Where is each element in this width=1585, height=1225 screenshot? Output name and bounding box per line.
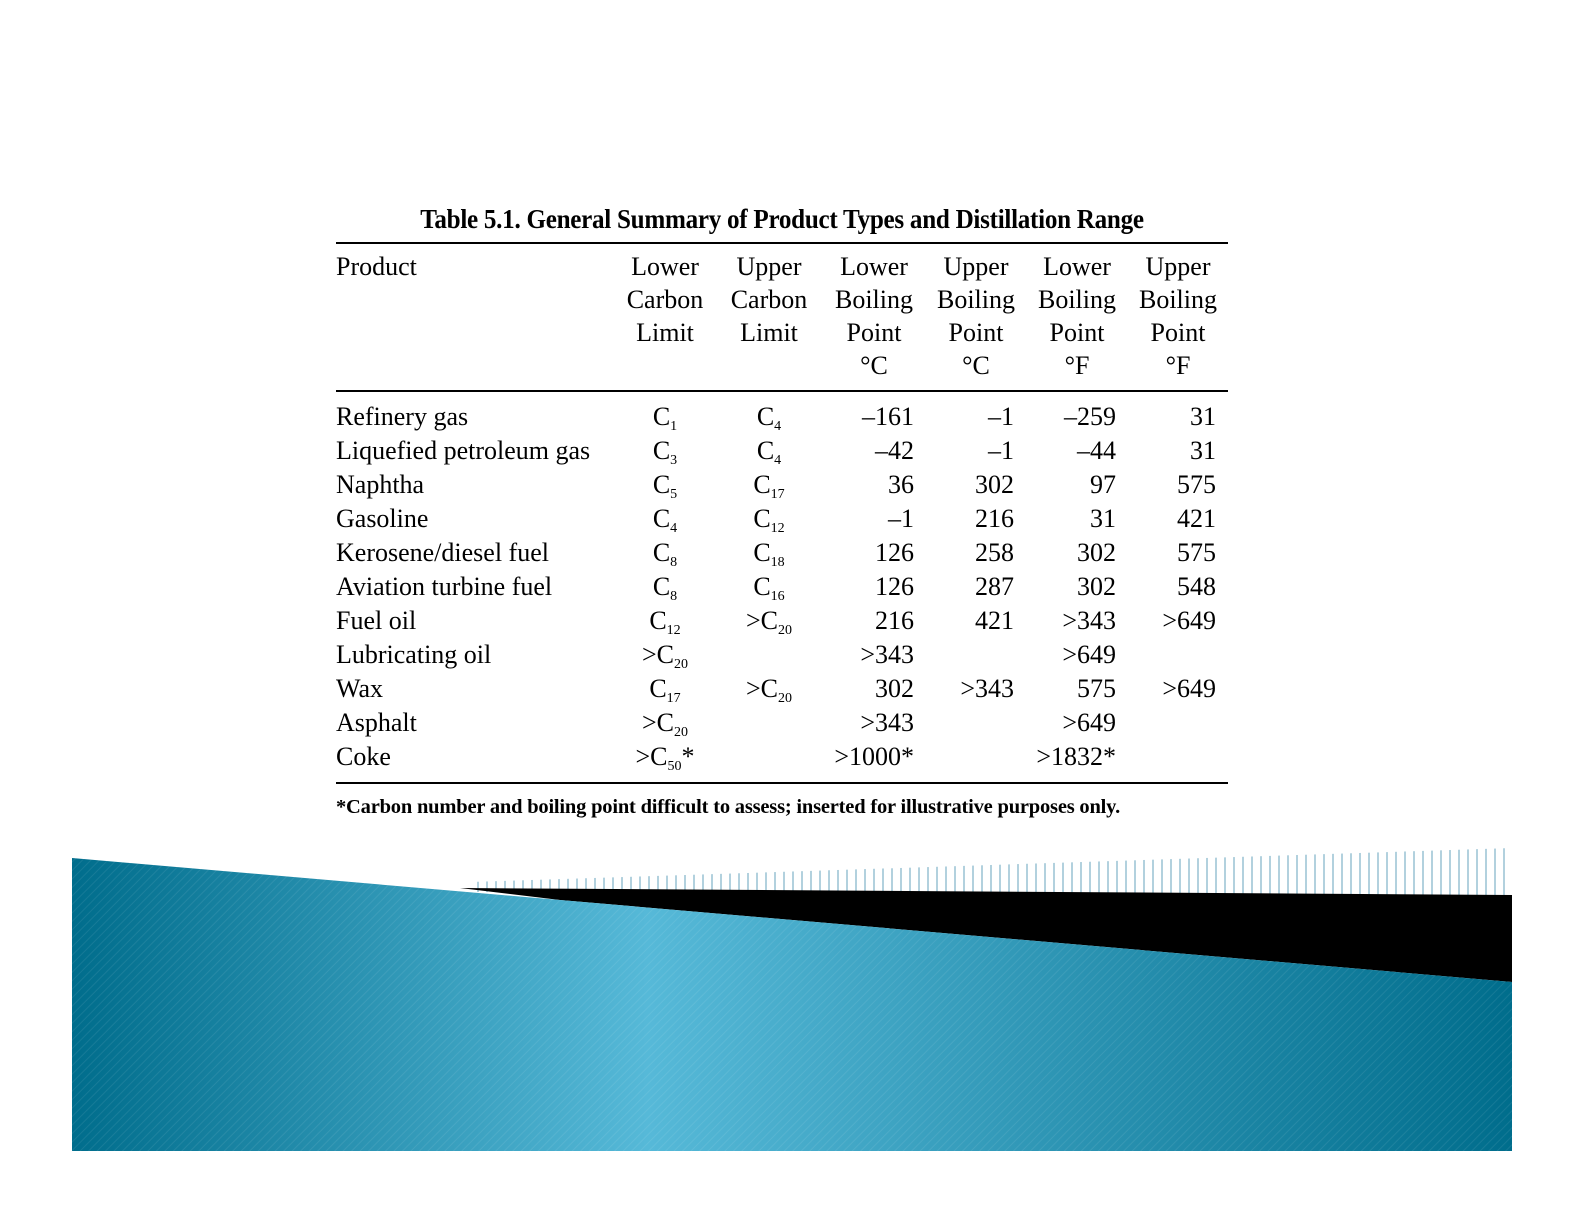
cell-lower-bp-c: 216 [875, 606, 914, 635]
cell-upper-bp-f [1128, 706, 1228, 740]
carbon-subscript: 4 [774, 453, 782, 468]
cell-lower-carbon [614, 638, 716, 672]
header-product [336, 244, 614, 390]
cell-lower-bp-c: –1 [888, 504, 914, 533]
distillation-table [336, 244, 1228, 390]
table-row [336, 570, 1228, 604]
cell-product: Gasoline [336, 504, 429, 533]
carbon-base: C [649, 674, 667, 703]
carbon-base: C [656, 708, 674, 737]
header-col-4 [926, 244, 1026, 390]
cell-product: Coke [336, 742, 391, 771]
carbon-prefix: > [745, 606, 761, 635]
carbon-base: C [652, 436, 671, 465]
header-line: Lower [840, 252, 908, 281]
table-body [336, 392, 1228, 782]
carbon-subscript: 16 [770, 589, 785, 604]
cell-upper-bp-c: >343 [960, 674, 1014, 703]
cell-upper-bp-f: 31 [1190, 436, 1216, 465]
table-row [336, 740, 1228, 782]
header-line: Upper [736, 252, 802, 281]
cell-upper-bp-f: 575 [1177, 470, 1216, 499]
cell-lower-bp-f: >343 [1062, 606, 1116, 635]
cell-product: Aviation turbine fuel [336, 572, 553, 601]
cell-lower-carbon [614, 604, 716, 638]
carbon-base: C [756, 436, 775, 465]
header-line: Point [1150, 318, 1206, 347]
table-row [336, 672, 1228, 706]
carbon-base: C [760, 674, 778, 703]
cell-lower-bp-c: >1000* [834, 742, 914, 771]
cell-lower-bp-c: >343 [860, 640, 914, 669]
cell-lower-bp-f: >649 [1062, 708, 1116, 737]
bottom-rule [336, 782, 1228, 784]
cell-upper-carbon [716, 672, 822, 706]
cell-lower-bp-f: 302 [1077, 572, 1116, 601]
cell-upper-bp-c: 421 [975, 606, 1014, 635]
cell-upper-carbon [716, 392, 822, 434]
carbon-subscript: 20 [674, 725, 688, 740]
header-line: °C [962, 351, 990, 380]
cell-upper-carbon [716, 468, 822, 502]
header-line: Lower [1043, 252, 1111, 281]
carbon-base: C [649, 606, 667, 635]
cell-lower-bp-f: >649 [1062, 640, 1116, 669]
header-line: Boiling [834, 285, 913, 314]
header-line: Point [948, 318, 1004, 347]
cell-lower-carbon [614, 502, 716, 536]
cell-upper-bp-f: 421 [1177, 504, 1216, 533]
cell-upper-bp-f: 31 [1190, 402, 1216, 431]
carbon-subscript: 20 [778, 623, 792, 638]
cell-upper-bp-f: >649 [1162, 674, 1216, 703]
cell-upper-carbon [716, 706, 822, 740]
cell-upper-bp-f: >649 [1162, 606, 1216, 635]
cell-lower-carbon [614, 536, 716, 570]
table-row [336, 536, 1228, 570]
carbon-base: C [656, 640, 674, 669]
carbon-base: C [753, 470, 771, 499]
header-line: Carbon [626, 285, 704, 314]
cell-lower-bp-c: 126 [875, 538, 914, 567]
header-line: Upper [943, 252, 1009, 281]
cell-lower-carbon [614, 672, 716, 706]
header-line: Boiling [936, 285, 1015, 314]
carbon-base: C [753, 504, 771, 533]
carbon-base: C [650, 742, 668, 771]
carbon-base: C [753, 538, 771, 567]
header-col-5 [1026, 244, 1128, 390]
header-col-1 [614, 244, 716, 390]
cell-lower-carbon [614, 392, 716, 434]
cell-upper-bp-c [926, 740, 1026, 782]
distillation-table-block [336, 196, 1228, 819]
cell-lower-carbon [614, 434, 716, 468]
cell-upper-carbon [716, 434, 822, 468]
carbon-prefix: > [635, 742, 651, 771]
cell-upper-bp-c: –1 [988, 436, 1014, 465]
cell-lower-bp-f: 31 [1090, 504, 1116, 533]
header-line: Lower [631, 252, 699, 281]
header-line: °F [1165, 351, 1191, 380]
carbon-subscript: 3 [670, 453, 678, 468]
cell-lower-bp-c: 36 [888, 470, 914, 499]
cell-lower-carbon [614, 740, 716, 782]
table-row [336, 392, 1228, 434]
cell-upper-bp-c: –1 [988, 402, 1014, 431]
carbon-subscript: 4 [774, 419, 782, 434]
cell-lower-bp-f: 97 [1090, 470, 1116, 499]
table-caption: Table 5.1. General Summary of Product Types and Distillation Range [420, 204, 1144, 234]
cell-product: Wax [336, 674, 383, 703]
cell-lower-bp-f: –259 [1064, 402, 1116, 431]
header-line: Carbon [730, 285, 808, 314]
carbon-base: C [756, 402, 775, 431]
cell-upper-bp-c [926, 706, 1026, 740]
carbon-base: C [652, 538, 671, 567]
table-row [336, 502, 1228, 536]
carbon-subscript: 20 [778, 691, 792, 706]
header-line: °C [860, 351, 888, 380]
cell-upper-bp-c: 258 [975, 538, 1014, 567]
table-footnote: *Carbon number and boiling point difficult to assess; inserted for illustrative purposes only. [336, 796, 1121, 818]
header-line: Point [1049, 318, 1105, 347]
header-col-3 [822, 244, 926, 390]
cell-upper-bp-f [1128, 740, 1228, 782]
cell-product: Naphtha [336, 470, 425, 499]
table-row [336, 604, 1228, 638]
distillation-table-body [336, 392, 1228, 782]
cell-upper-bp-c: 287 [975, 572, 1014, 601]
carbon-subscript: 1 [670, 419, 678, 434]
carbon-subscript: 12 [770, 521, 785, 536]
carbon-subscript: 18 [770, 555, 785, 570]
table-row [336, 434, 1228, 468]
carbon-subscript: 17 [666, 691, 681, 706]
carbon-base: C [652, 504, 671, 533]
cell-lower-bp-f: –44 [1077, 436, 1116, 465]
cell-lower-bp-c: –42 [875, 436, 914, 465]
header-line: Point [846, 318, 902, 347]
carbon-suffix: * [681, 742, 695, 771]
cell-lower-carbon [614, 570, 716, 604]
header-col-6 [1128, 244, 1228, 390]
header-line: Limit [636, 318, 694, 347]
header-line: °F [1064, 351, 1090, 380]
cell-upper-bp-f [1128, 638, 1228, 672]
cell-product: Refinery gas [336, 402, 469, 431]
carbon-subscript: 12 [666, 623, 681, 638]
carbon-subscript: 8 [670, 555, 678, 570]
table-row [336, 706, 1228, 740]
header-line: Boiling [1037, 285, 1116, 314]
carbon-subscript: 4 [670, 521, 678, 536]
carbon-subscript: 8 [670, 589, 678, 604]
cell-upper-bp-c [926, 638, 1026, 672]
table-row [336, 468, 1228, 502]
cell-lower-bp-c: 126 [875, 572, 914, 601]
carbon-base: C [760, 606, 778, 635]
cell-lower-carbon [614, 706, 716, 740]
cell-upper-bp-f: 548 [1177, 572, 1216, 601]
header-line: Boiling [1138, 285, 1217, 314]
carbon-base: C [652, 402, 671, 431]
cell-lower-bp-c: >343 [860, 708, 914, 737]
cell-lower-bp-c: 302 [875, 674, 914, 703]
cell-lower-carbon [614, 468, 716, 502]
table-header-row [336, 244, 1228, 390]
carbon-base: C [652, 470, 671, 499]
cell-product: Lubricating oil [336, 640, 492, 669]
header-col-2 [716, 244, 822, 390]
cell-product: Fuel oil [336, 606, 417, 635]
cell-upper-carbon [716, 604, 822, 638]
cell-lower-bp-f: >1832* [1036, 742, 1116, 771]
cell-product: Kerosene/diesel fuel [336, 538, 549, 567]
cell-upper-bp-c: 302 [975, 470, 1014, 499]
carbon-base: C [753, 572, 771, 601]
cell-upper-carbon [716, 502, 822, 536]
carbon-prefix: > [641, 640, 657, 669]
cell-lower-bp-c: –161 [862, 402, 914, 431]
cell-lower-bp-f: 575 [1077, 674, 1116, 703]
cell-upper-bp-c: 216 [975, 504, 1014, 533]
cell-lower-bp-f: 302 [1077, 538, 1116, 567]
carbon-subscript: 17 [770, 487, 785, 502]
cell-upper-bp-f: 575 [1177, 538, 1216, 567]
carbon-subscript: 20 [674, 657, 688, 672]
cell-product: Liquefied petroleum gas [336, 436, 591, 465]
table-row [336, 638, 1228, 672]
cell-upper-carbon [716, 570, 822, 604]
header-line: Limit [740, 318, 798, 347]
cell-upper-carbon [716, 638, 822, 672]
cell-product: Asphalt [336, 708, 417, 737]
cell-upper-carbon [716, 740, 822, 782]
carbon-subscript: 5 [670, 487, 678, 502]
carbon-base: C [652, 572, 671, 601]
carbon-prefix: > [745, 674, 761, 703]
carbon-subscript: 50 [667, 759, 682, 774]
carbon-prefix: > [641, 708, 657, 737]
header-line: Product [336, 252, 417, 281]
cell-upper-carbon [716, 536, 822, 570]
header-line: Upper [1145, 252, 1211, 281]
